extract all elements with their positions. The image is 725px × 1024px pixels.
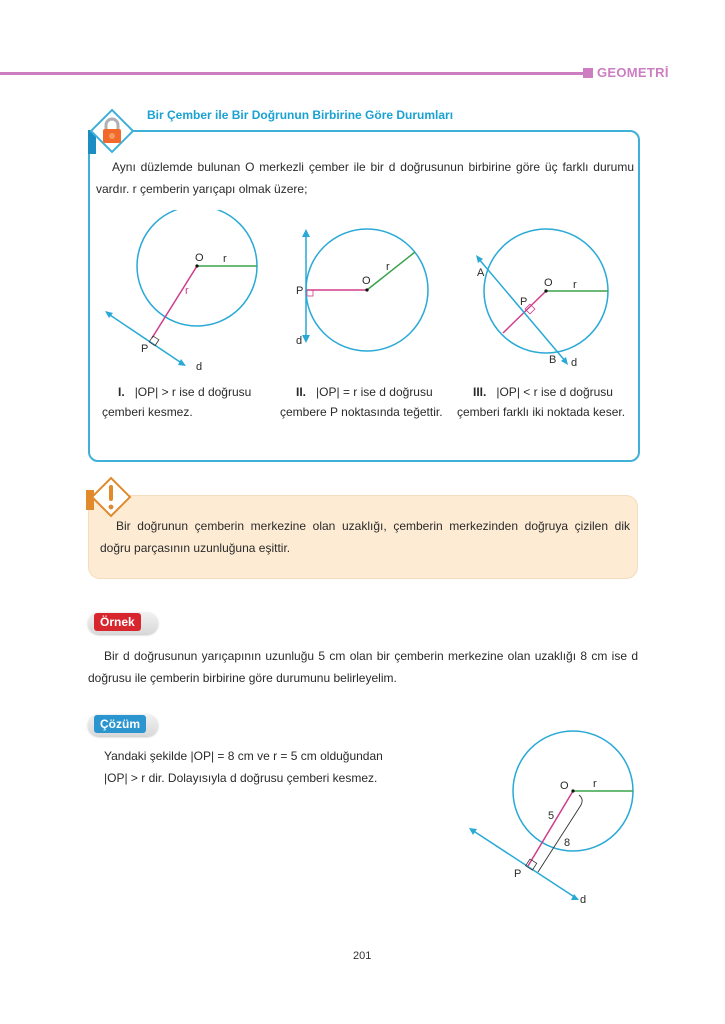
case-2-numeral: II. bbox=[296, 385, 307, 399]
label-d: d bbox=[296, 335, 303, 347]
solution-badge-label: Çözüm bbox=[94, 715, 146, 733]
case-2-result: çembere P noktasında teğettir. bbox=[280, 405, 443, 419]
solution-badge bbox=[88, 714, 158, 736]
label-p: P bbox=[141, 343, 149, 355]
case-3-result: çemberi farklı iki noktada keser. bbox=[457, 405, 626, 419]
label-b: B bbox=[549, 354, 557, 366]
case-1-caption bbox=[102, 382, 282, 422]
label-r: r bbox=[386, 261, 390, 273]
example-text: Bir d doğrusunun yarıçapının uzunluğu 5 cm olan bir çemberin merkezine olan uzaklığı 8 cm ise d doğrusu ile çemberin birbirine göre durumunu belirleyelim. bbox=[88, 649, 638, 685]
label-8: 8 bbox=[564, 837, 571, 849]
label-p: P bbox=[514, 868, 522, 880]
case-1-condition: |OP| > r ise d doğrusu bbox=[134, 385, 252, 399]
case-1-numeral: I. bbox=[118, 385, 125, 399]
label-o: O bbox=[560, 780, 569, 792]
label-r: r bbox=[593, 778, 597, 790]
label-p: P bbox=[520, 296, 528, 308]
label-5: 5 bbox=[548, 810, 555, 822]
label-o: O bbox=[544, 277, 553, 289]
label-r: r bbox=[573, 279, 577, 291]
label-o: O bbox=[195, 252, 204, 264]
case-3-condition: |OP| < r ise d doğrusu bbox=[496, 385, 613, 399]
header-marker bbox=[583, 68, 593, 78]
intro-paragraph: Aynı düzlemde bulunan O merkezli çember ile bir d doğrusunun birbirine göre üç farklı durumu vardır. r çemberin yarıçapı olmak üzere; bbox=[96, 160, 634, 196]
case-2-caption bbox=[280, 382, 460, 422]
label-r: r bbox=[223, 253, 227, 265]
figure-case-2 bbox=[280, 220, 450, 360]
subject-title: GEOMETRİ bbox=[597, 65, 669, 80]
label-d: d bbox=[196, 361, 203, 373]
label-o: O bbox=[362, 275, 371, 287]
figure-solution bbox=[460, 725, 640, 910]
note-text: Bir doğrunun çemberin merkezine olan uzaklığı, çemberin merkezinden doğruya çizilen dik doğru parçasının uzunluğuna eşittir. bbox=[100, 519, 630, 555]
label-p: P bbox=[296, 285, 304, 297]
figure-case-3 bbox=[460, 220, 640, 370]
solution-line-2: |OP| > r dir. Dolayısıyla d doğrusu çemberi kesmez. bbox=[104, 771, 378, 785]
page-number: 201 bbox=[353, 950, 372, 962]
label-r-segment: r bbox=[185, 285, 189, 297]
case-1-result: çemberi kesmez. bbox=[102, 405, 193, 419]
label-d: d bbox=[571, 357, 578, 369]
header-rule bbox=[0, 72, 585, 75]
figure-case-1 bbox=[95, 210, 275, 380]
example-badge-label: Örnek bbox=[94, 613, 141, 631]
example-badge bbox=[88, 612, 158, 634]
solution-line-1: Yandaki şekilde |OP| = 8 cm ve r = 5 cm olduğundan bbox=[104, 749, 383, 763]
label-d: d bbox=[580, 894, 587, 906]
case-3-caption bbox=[457, 382, 637, 422]
case-3-numeral: III. bbox=[473, 385, 487, 399]
label-a: A bbox=[477, 267, 485, 279]
solution-text bbox=[104, 745, 424, 789]
section-title: Bir Çember ile Bir Doğrunun Birbirine Göre Durumları bbox=[147, 108, 454, 122]
case-2-condition: |OP| = r ise d doğrusu bbox=[316, 385, 433, 399]
lock-puzzle-icon bbox=[89, 108, 135, 154]
